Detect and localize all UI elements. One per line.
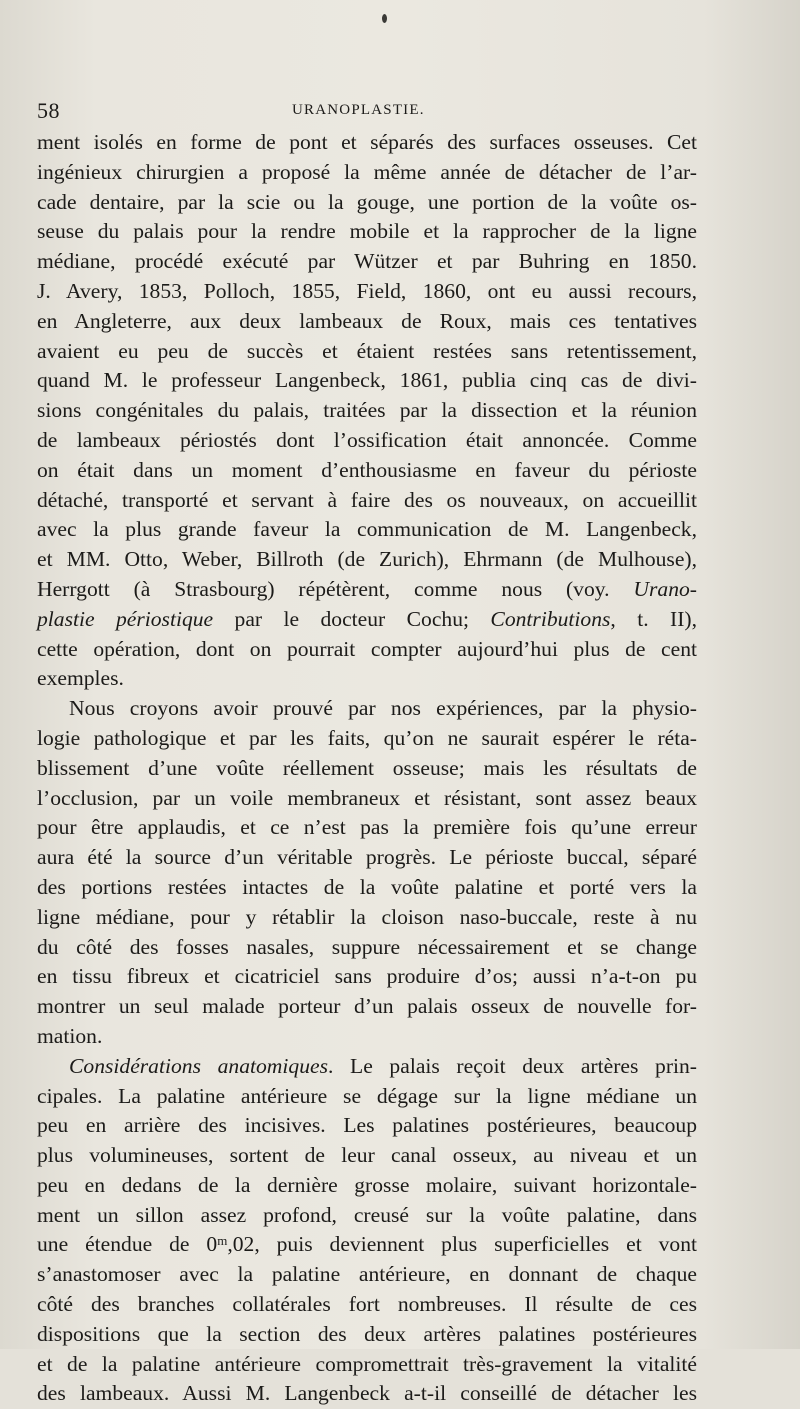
text-line: dispositions que la section des deux artères palatines postérieures [37, 1321, 697, 1346]
text-line: cipales. La palatine antérieure se dégage sur la ligne médiane un [37, 1083, 697, 1108]
text-line: et MM. Otto, Weber, Billroth (de Zurich), Ehrmann (de Mulhouse), [37, 547, 697, 572]
text-run: Herrgott (à Strasbourg) répétèrent, comme nous (voy. [37, 576, 634, 601]
text-line: blissement d’une voûte réellement osseuse; mais les résultats de [37, 755, 697, 780]
text-line: médiane, procédé exécuté par Wützer et par Buhring en 1850. [37, 249, 697, 274]
ink-speck [382, 14, 387, 23]
text-line: détaché, transporté et servant à faire des os nouveaux, on accueillit [37, 487, 697, 512]
text-line: s’anastomoser avec la palatine antérieure, en donnant de chaque [37, 1262, 697, 1287]
text-line: en tissu fibreux et cicatriciel sans produire d’os; aussi n’a-t-on pu [37, 964, 697, 989]
italic-run: plastie périostique [37, 606, 214, 631]
text-run: une étendue de 0 [37, 1232, 218, 1257]
text-line: seuse du palais pour la rendre mobile et la rapprocher de la ligne [37, 219, 697, 244]
section-heading-italic: Considérations anatomiques [69, 1053, 328, 1078]
text-line: on était dans un moment d’enthousiasme en faveur du périoste [37, 457, 697, 482]
text-line: plus volumineuses, sortent de leur canal osseux, au niveau et un [37, 1143, 697, 1168]
text-line: du côté des fosses nasales, suppure nécessairement et se change [37, 934, 697, 959]
text-line: quand M. le professeur Langenbeck, 1861, publia cinq cas de divi- [37, 368, 697, 393]
text-line: logie pathologique et par les faits, qu’on ne saurait espérer le réta- [37, 725, 697, 750]
text-line: J. Avery, 1853, Polloch, 1855, Field, 1860, ont eu aussi recours, [37, 278, 697, 303]
text-line: en Angleterre, aux deux lambeaux de Roux, mais ces tentatives [37, 308, 697, 333]
text-line [37, 575, 697, 605]
body-text [37, 128, 697, 1409]
text-line: des lambeaux. Aussi M. Langenbeck a-t-il conseillé de détacher les [37, 1381, 697, 1406]
running-title: URANOPLASTIE. [292, 102, 425, 118]
italic-run: Contributions [490, 606, 611, 631]
text-line: peu en arrière des incisives. Les palatines postérieures, beaucoup [37, 1113, 697, 1138]
text-line: ment un sillon assez profond, creusé sur la voûte palatine, dans [37, 1202, 697, 1227]
text-line: avaient eu peu de succès et étaient restées sans retentissement, [37, 338, 697, 363]
text-line: mation. [37, 1023, 103, 1048]
text-run: par le docteur Cochu; [213, 606, 491, 631]
text-line: ment isolés en forme de pont et séparés des surfaces osseuses. Cet [37, 130, 697, 154]
text-line: aura été la source d’un véritable progrès. Le périoste buccal, séparé [37, 845, 697, 870]
text-line: côté des branches collatérales fort nombreuses. Il résulte de ces [37, 1292, 697, 1317]
running-head [37, 98, 697, 124]
text-line: des portions restées intactes de la voûte palatine et porté vers la [37, 874, 697, 899]
text-line [37, 1230, 697, 1260]
text-run: , t. II), [610, 606, 697, 631]
text-line: montrer un seul malade porteur d’un palais osseux de nouvelle for- [37, 994, 697, 1019]
paragraph-first-line [37, 1052, 697, 1082]
text-line [37, 605, 697, 635]
text-line: ligne médiane, pour y rétablir la cloison naso-buccale, reste à nu [37, 904, 697, 929]
text-line: cade dentaire, par la scie ou la gouge, une portion de la voûte os- [37, 189, 697, 214]
text-line: peu en dedans de la dernière grosse molaire, suivant horizontale- [37, 1172, 697, 1197]
superscript: m [217, 1233, 228, 1249]
text-line: avec la plus grande faveur la communication de M. Langenbeck, [37, 517, 697, 542]
text-line: sions congénitales du palais, traitées par la dissection et la réunion [37, 398, 697, 423]
text-line: ingénieux chirurgien a proposé la même année de détacher de l’ar- [37, 159, 697, 184]
text-line: pour être applaudis, et ce n’est pas la première fois qu’une erreur [37, 815, 697, 840]
text-line: l’occlusion, par un voile membraneux et résistant, sont assez beaux [37, 785, 697, 810]
text-line: exemples. [37, 666, 124, 691]
paragraph-first-line: Nous croyons avoir prouvé par nos expériences, par la physio- [69, 696, 697, 721]
text-line: et de la palatine antérieure compromettrait très-gravement la vitalité [37, 1351, 697, 1376]
text-run: ,02, puis deviennent plus superficielles et vont [227, 1232, 697, 1257]
italic-run: Urano- [633, 576, 697, 601]
text-run: . Le palais reçoit deux artères prin- [327, 1053, 697, 1078]
text-line: cette opération, dont on pourrait compter aujourd’hui plus de cent [37, 636, 697, 661]
page-number: 58 [37, 98, 60, 123]
text-line: de lambeaux périostés dont l’ossification était annoncée. Comme [37, 427, 697, 452]
